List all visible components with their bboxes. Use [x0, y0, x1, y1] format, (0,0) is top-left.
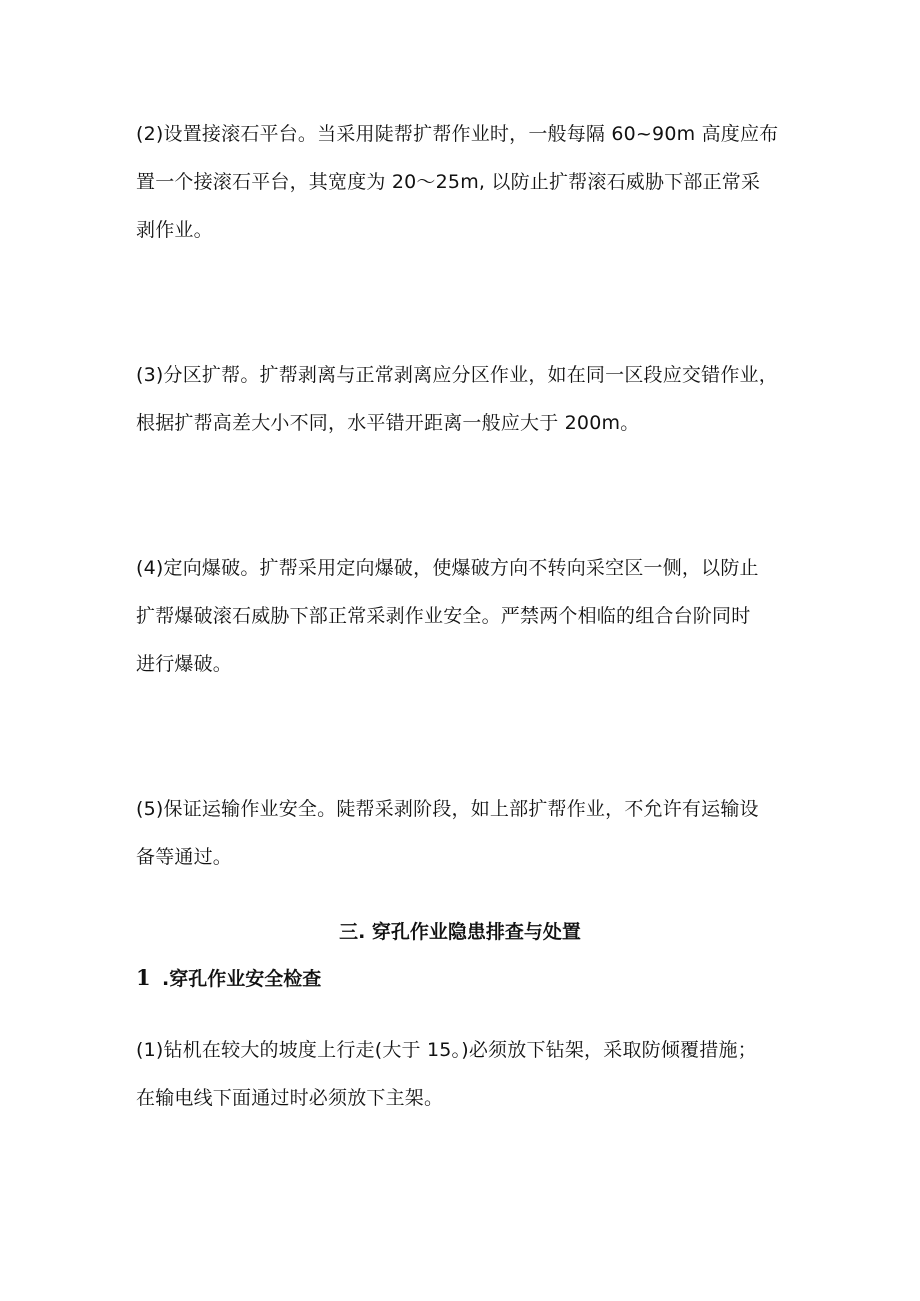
text-line: (4)定向爆破。扩帮采用定向爆破，使爆破方向不转向采空区一侧，以防止: [136, 557, 759, 579]
text-line: 备等通过。: [136, 846, 233, 868]
text-line: 置一个接滚石平台，其宽度为 20～25m, 以防止扩帮滚石威胁下部正常采: [136, 171, 761, 193]
text-line: 进行爆破。: [136, 653, 233, 675]
text-line: (5)保证运输作业安全。陡帮采剥阶段，如上部扩帮作业，不允许有运输设: [136, 798, 759, 820]
paragraph-zoned-expansion: [136, 351, 796, 447]
text-line: 根据扩帮高差大小不同，水平错开距离一般应大于 200m。: [136, 412, 640, 434]
paragraph-transport-safety: [136, 785, 796, 881]
text-line: (3)分区扩帮。扩帮剥离与正常剥离应分区作业，如在同一区段应交错作业，: [136, 364, 778, 386]
text-line: 剥作业。: [136, 219, 213, 241]
text-line: 在输电线下面通过时必须放下主架。: [136, 1087, 444, 1109]
text-line: (2)设置接滚石平台。当采用陡帮扩帮作业时，一般每隔 60~90m 高度应布: [136, 123, 779, 145]
paragraph-directional-blasting: [136, 544, 796, 688]
text-line: 扩帮爆破滚石威胁下部正常采剥作业安全。严禁两个相临的组合台阶同时: [136, 605, 751, 627]
sub-heading-text: .穿孔作业安全检查: [162, 968, 322, 990]
paragraph-rolling-stone-platform: [136, 110, 796, 254]
text-line: (1)钻机在较大的坡度上行走(大于 15。)必须放下钻架，采取防倾覆措施；: [136, 1039, 757, 1061]
sub-heading: [136, 960, 321, 997]
paragraph-drill-rig-travel: [136, 1026, 796, 1122]
sub-heading-number: 1: [136, 965, 151, 990]
section-title: 三. 穿孔作业隐患排查与处置: [339, 921, 581, 943]
